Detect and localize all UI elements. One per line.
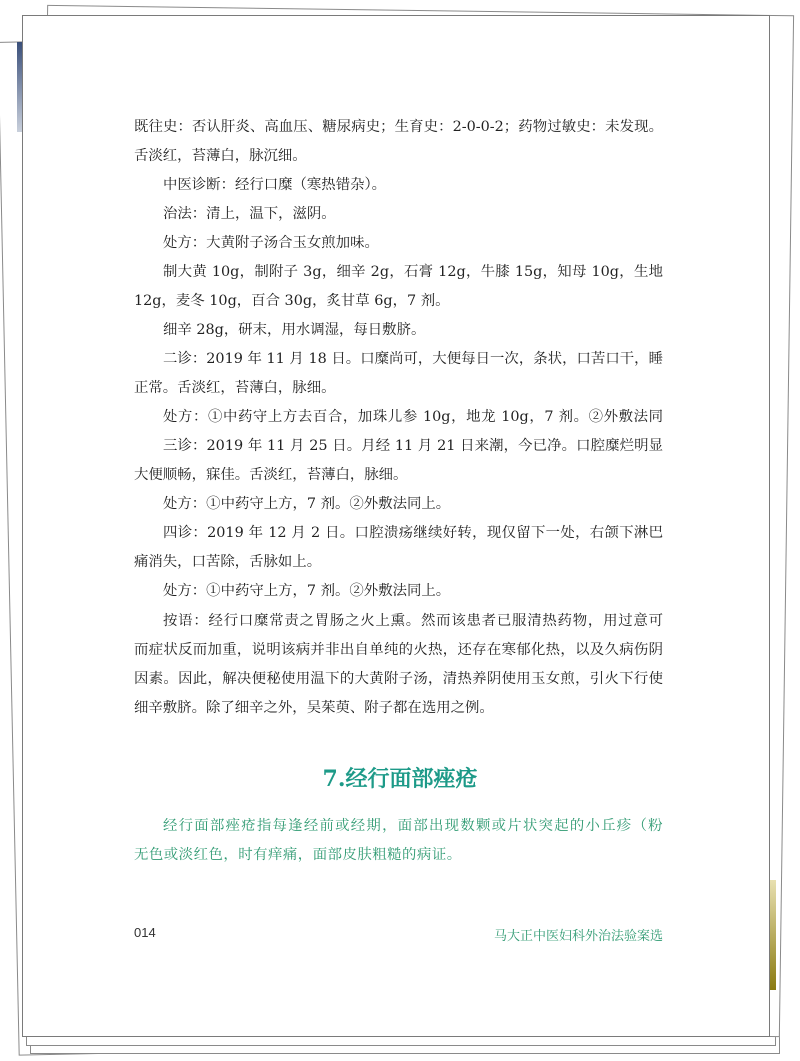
paragraph-line: 治法：清上，温下，滋阴。 (163, 206, 336, 222)
paragraph-line: 制大黄 10g，制附子 3g，细辛 2g，石膏 12g，牛膝 15g，知母 10g，生地 (163, 264, 663, 280)
paragraph-line: 按语：经行口糜常责之胃肠之火上熏。然而该患者已服清热药物，用过意可 (163, 613, 663, 629)
paragraph-line: 正常。舌淡红，苔薄白，脉细。 (134, 380, 336, 396)
paragraph-line: 处方：大黄附子汤合玉女煎加味。 (163, 235, 379, 251)
paragraph-line: 因素。因此，解决便秘使用温下的大黄附子汤，清热养阴使用玉女煎，引火下行使 (134, 671, 663, 687)
intro-line: 无色或淡红色，时有痒痛，面部皮肤粗糙的病证。 (134, 847, 462, 863)
paragraph-line: 细辛敷脐。除了细辛之外，吴茱萸、附子都在选用之例。 (134, 700, 494, 716)
paragraph-line: 四诊：2019 年 12 月 2 日。口腔溃疡继续好转，现仅留下一处，右颌下淋巴 (163, 525, 663, 541)
paragraph-line: 细辛 28g，研末，用水调湿，每日敷脐。 (163, 322, 426, 338)
paragraph-line: 舌淡红，苔薄白，脉沉细。 (134, 148, 307, 164)
paragraph-line: 处方：①中药守上方，7 剂。②外敷法同上。 (163, 496, 451, 512)
paragraph-line: 痛消失，口苦除，舌脉如上。 (134, 554, 322, 570)
paragraph-line: 三诊：2019 年 11 月 25 日。月经 11 月 21 日来潮，今已净。口腔糜烂明显 (163, 438, 663, 454)
paragraph-line: 中医诊断：经行口糜（寒热错杂）。 (163, 177, 387, 193)
running-footer-title: 马大正中医妇科外治法验案选 (493, 928, 663, 943)
paragraph-line: 既往史：否认肝炎、高血压、糖尿病史；生育史：2-0-0-2；药物过敏史：未发现。 (134, 119, 663, 135)
paragraph-line: 大便顺畅，寐佳。舌淡红，苔薄白，脉细。 (134, 467, 408, 483)
paragraph-line: 处方：①中药守上方，7 剂。②外敷法同上。 (163, 583, 451, 599)
paragraph-line: 12g，麦冬 10g，百合 30g，炙甘草 6g，7 剂。 (134, 293, 450, 309)
intro-line: 经行面部痤疮指每逢经前或经期，面部出现数颗或片状突起的小丘疹（粉 (163, 818, 663, 834)
page-number: 014 (134, 925, 156, 940)
paragraph-line: 二诊：2019 年 11 月 18 日。口糜尚可，大便每日一次，条状，口苦口干，睡 (163, 351, 663, 367)
paragraph-line: 处方：①中药守上方去百合，加珠儿参 10g，地龙 10g，7 剂。②外敷法同 (163, 409, 663, 425)
paragraph-line: 而症状反而加重，说明该病并非出自单纯的火热，还存在寒郁化热，以及久病伤阴 (134, 642, 663, 658)
section-heading: 7.经行面部痤疮 (322, 766, 478, 792)
